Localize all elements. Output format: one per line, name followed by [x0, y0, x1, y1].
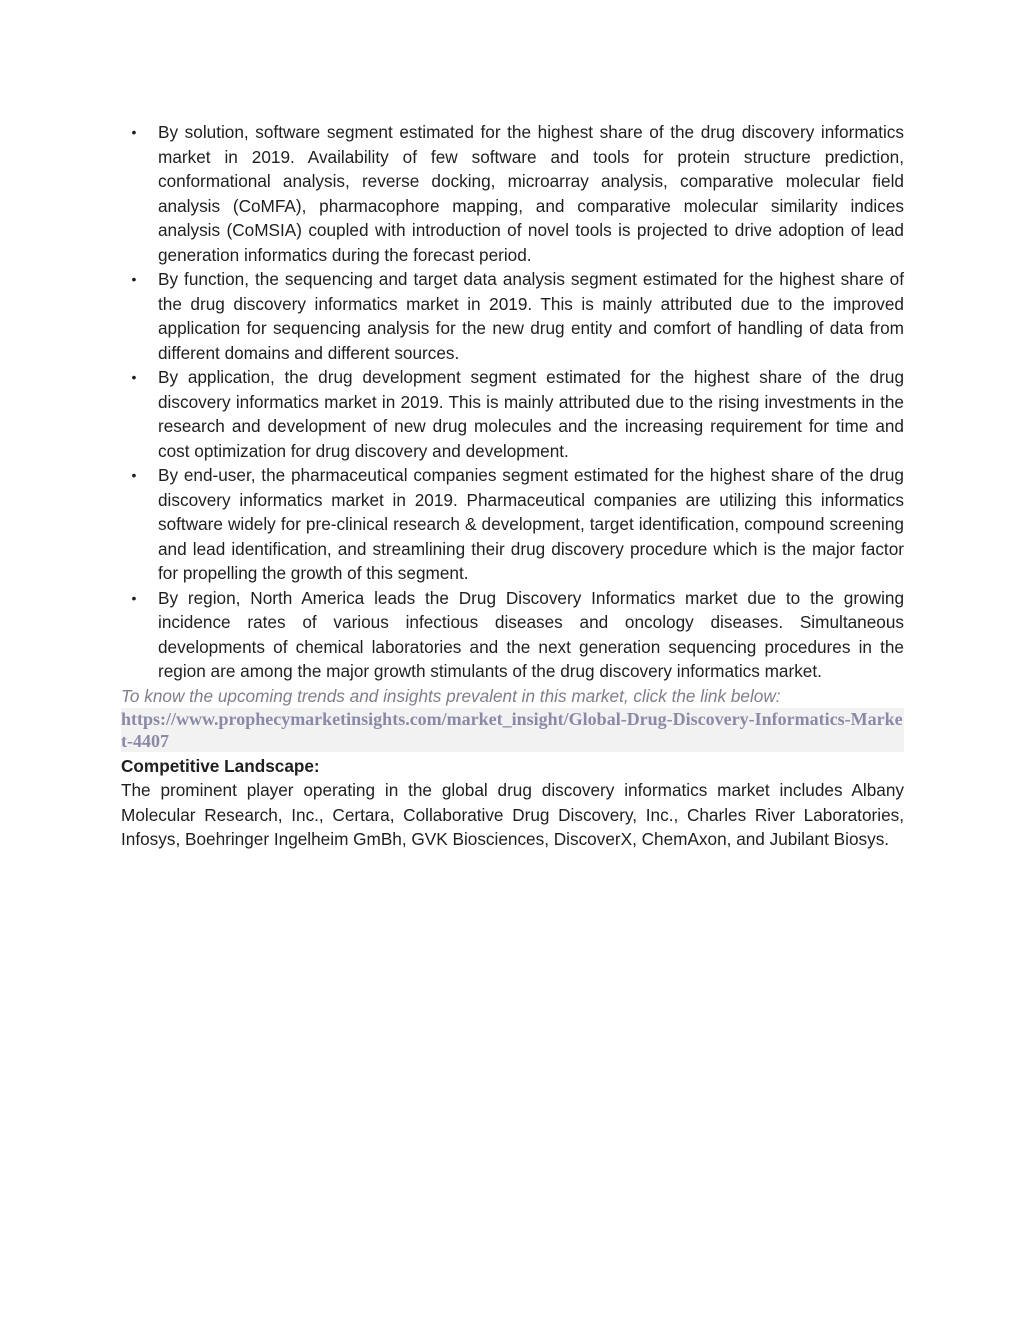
bullet-text: By application, the drug development segment estimated for the highest share of the drug discovery informatics market in 2019. This is mainly attributed due to the rising investments in the research and development of new drug molecules and the increasing requirement for time and cost optimization for drug discovery and development.	[158, 367, 904, 461]
bullet-text: By function, the sequencing and target data analysis segment estimated for the highest share of the drug discovery informatics market in 2019. This is mainly attributed due to the improved application for sequencing analysis for the new drug entity and comfort of handling of data from different domains and different sources.	[158, 269, 904, 363]
report-link-wrapper	[121, 708, 904, 754]
bullet-item-region	[121, 586, 904, 684]
document-page	[121, 120, 904, 852]
bullet-text: By end-user, the pharmaceutical companies segment estimated for the highest share of the drug discovery informatics market in 2019. Pharmaceutical companies are utilizing this informatics software widely for pre-clinical research & development, target identification, compound screening and lead identification, and streamlining their drug discovery procedure which is the major factor for propelling the growth of this segment.	[158, 465, 904, 583]
competitive-landscape-paragraph: The prominent player operating in the global drug discovery informatics market includes Albany Molecular Research, Inc., Certara, Collaborative Drug Discovery, Inc., Charles River Laboratories, Infosys, Boehringer Ingelheim GmBh, GVK Biosciences, DiscoverX, ChemAxon, and Jubilant Biosys.	[121, 780, 904, 849]
bullet-icon: •	[131, 589, 137, 606]
bullet-item-application	[121, 365, 904, 463]
bullet-item-solution	[121, 120, 904, 267]
competitive-landscape-heading: Competitive Landscape:	[121, 755, 320, 776]
bullet-icon: •	[131, 271, 137, 287]
bullet-item-end-user	[121, 463, 904, 586]
segment-bullet-list	[121, 120, 904, 684]
bullet-icon: •	[131, 369, 137, 385]
bullet-icon: •	[131, 124, 137, 140]
report-link[interactable]: https://www.prophecymarketinsights.com/market_insight/Global-Drug-Discovery-Informatics-Market-4407	[121, 709, 903, 751]
bullet-text: By solution, software segment estimated for the highest share of the drug discovery informatics market in 2019. Availability of few software and tools for protein structure prediction, conformational analysis, reverse docking, microarray analysis, comparative molecular field analysis (CoMFA), pharmacophore mapping, and comparative molecular similarity indices analysis (CoMSIA) coupled with introduction of novel tools is projected to drive adoption of lead generation informatics during the forecast period.	[158, 122, 904, 265]
bullet-item-function	[121, 267, 904, 365]
bullet-icon: •	[131, 467, 137, 483]
bullet-text: By region, North America leads the Drug Discovery Informatics market due to the growing incidence rates of various infectious diseases and oncology diseases. Simultaneous developments of chemical laboratories and the next generation sequencing procedures in the region are among the major growth stimulants of the drug discovery informatics market.	[158, 587, 904, 681]
call-to-action-text: To know the upcoming trends and insights prevalent in this market, click the link below:	[121, 685, 781, 706]
